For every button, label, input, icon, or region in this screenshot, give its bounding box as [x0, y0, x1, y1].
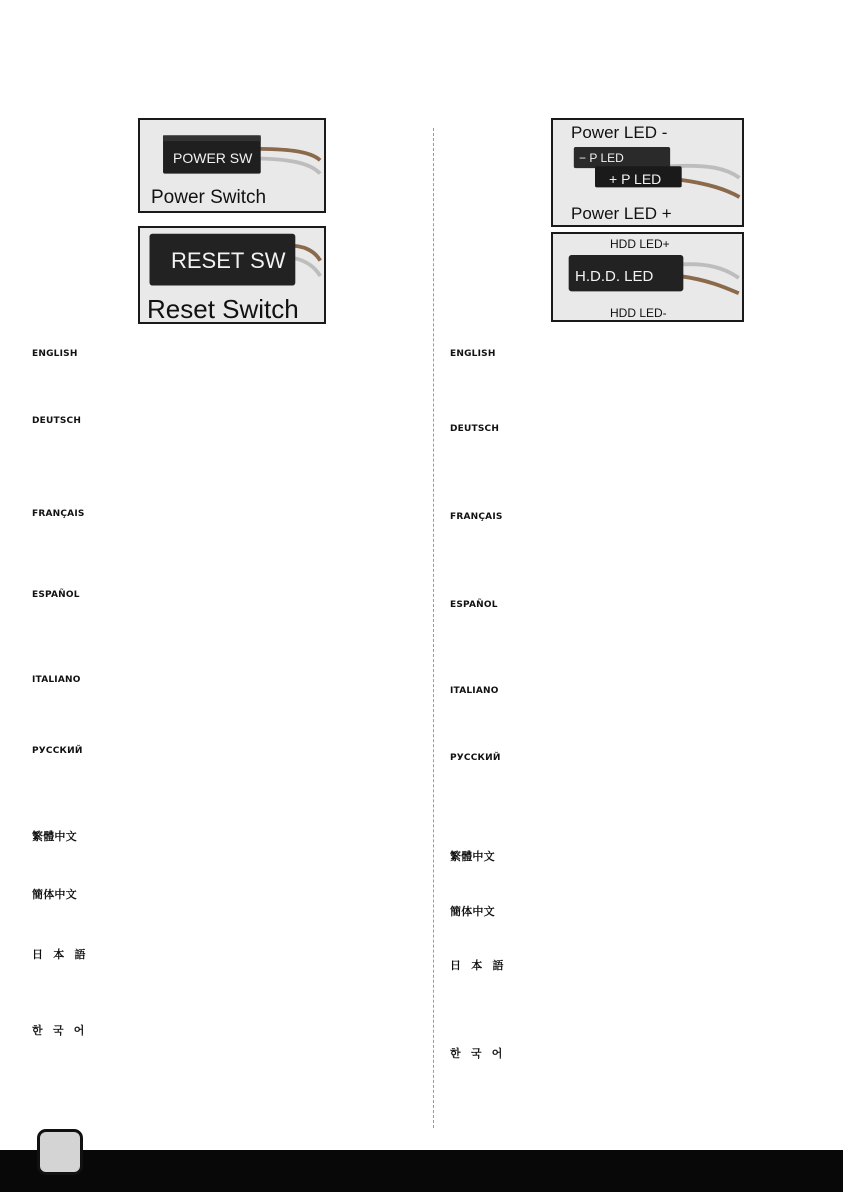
footer-bar: [0, 1150, 843, 1192]
power-led-plus-caption: Power LED +: [571, 204, 672, 223]
power-switch-connector-label: POWER SW: [173, 150, 253, 166]
power-led-minus-pin: − P LED: [579, 151, 624, 165]
left-language-english: ENGLISH: [32, 349, 78, 359]
left-language-traditional-chinese: 繁體中文: [32, 830, 77, 843]
hdd-led-plus-caption: HDD LED+: [610, 237, 670, 251]
column-divider: [433, 128, 434, 1128]
left-language-deutsch: DEUTSCH: [32, 416, 82, 426]
left-language-japanese: 日 本 語: [32, 948, 86, 961]
right-language-english: ENGLISH: [450, 349, 496, 359]
power-switch-photo: [138, 118, 326, 213]
hdd-led-connector-label: H.D.D. LED: [575, 268, 654, 285]
left-language-simplified-chinese: 簡体中文: [32, 888, 77, 901]
left-language-korean: 한 국 어: [32, 1024, 85, 1037]
left-language-francais: FRANÇAIS: [32, 509, 85, 519]
right-language-traditional-chinese: 繁體中文: [450, 850, 495, 863]
right-language-italiano: ITALIANO: [450, 686, 499, 696]
reset-switch-caption: Reset Switch: [147, 294, 299, 324]
page-number-box: [37, 1129, 83, 1175]
left-language-italiano: ITALIANO: [32, 675, 81, 685]
power-led-minus-caption: Power LED -: [571, 123, 668, 142]
left-language-russian: РУССКИЙ: [32, 746, 83, 756]
power-led-plus-pin: + P LED: [609, 171, 662, 187]
reset-switch-photo: [138, 226, 326, 324]
power-led-photo: [551, 118, 744, 227]
right-language-korean: 한 국 어: [450, 1047, 503, 1060]
right-language-francais: FRANÇAIS: [450, 512, 503, 522]
left-language-espanol: ESPAÑOL: [32, 590, 80, 600]
hdd-led-photo: [551, 232, 744, 322]
right-language-japanese: 日 本 語: [450, 959, 504, 972]
right-language-simplified-chinese: 簡体中文: [450, 905, 495, 918]
right-language-russian: РУССКИЙ: [450, 753, 501, 763]
power-switch-caption: Power Switch: [151, 187, 267, 208]
right-language-deutsch: DEUTSCH: [450, 424, 500, 434]
reset-switch-connector-label: RESET SW: [171, 248, 286, 273]
right-language-espanol: ESPAÑOL: [450, 600, 498, 610]
hdd-led-minus-caption: HDD LED-: [610, 306, 667, 320]
